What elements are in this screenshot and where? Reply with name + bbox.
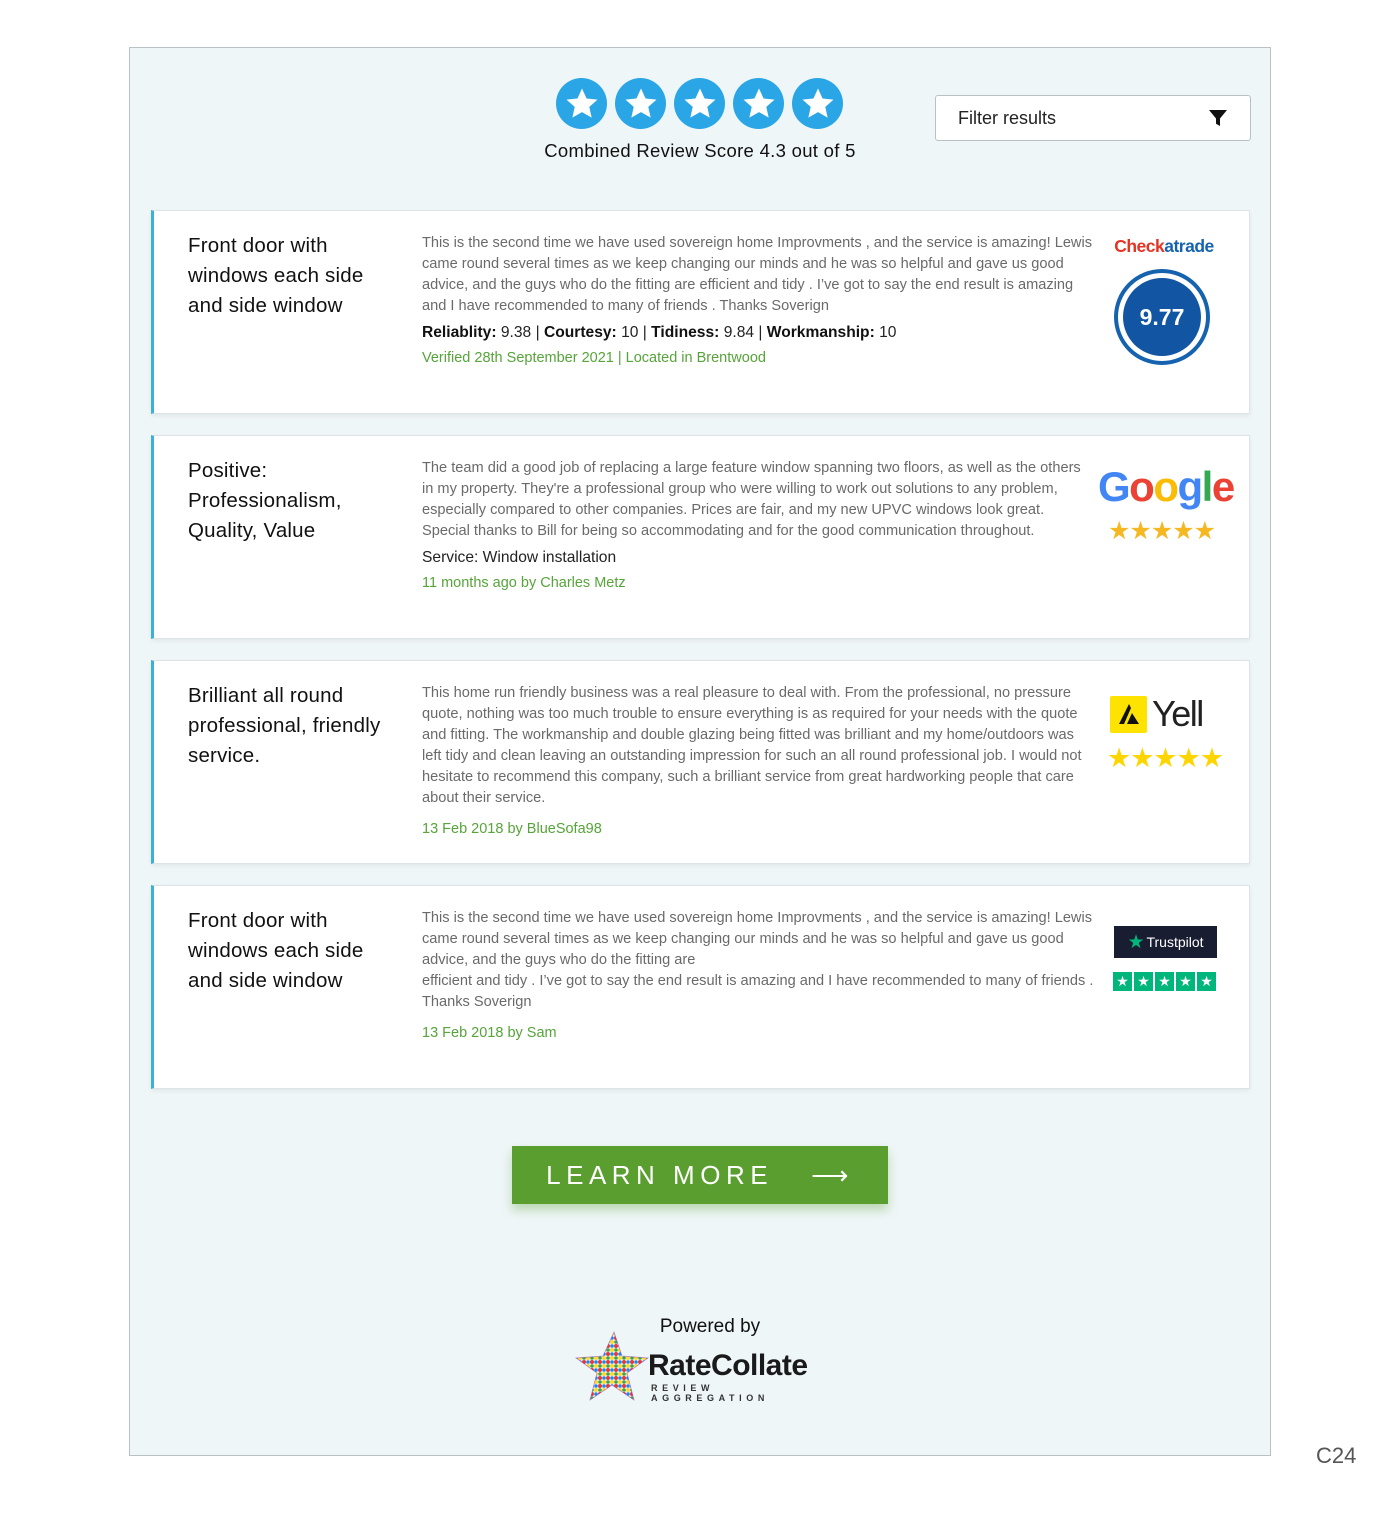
yell-wordmark: Yell — [1110, 693, 1203, 735]
checkatrade-score-badge — [1114, 269, 1210, 365]
star-icon: ★ — [1134, 972, 1153, 991]
review-body — [422, 908, 1094, 1044]
star-icon — [615, 78, 666, 129]
learn-more-button[interactable] — [512, 1146, 888, 1204]
review-body — [422, 233, 1094, 369]
google-logo — [1098, 458, 1234, 618]
ratecollate-wordmark: RateCollate — [648, 1349, 808, 1382]
review-title: Positive: Professionalism, Quality, Value — [188, 459, 342, 542]
yell-stars-icon: ★★★★★ — [1107, 743, 1224, 773]
star-icon — [674, 78, 725, 129]
rating-value: 10 — [621, 324, 639, 341]
powered-by-text: Powered by — [659, 1316, 761, 1337]
review-card — [151, 885, 1250, 1089]
rating-label: Workmanship: — [766, 324, 875, 341]
rating-value: 10 — [879, 324, 897, 341]
google-stars-icon: ★★★★★ — [1108, 517, 1216, 545]
review-text: This is the second time we have used sovereign home Improvments , and the service is amazing! Lewis came round several times as we keep changing our minds and he was so helpful and gave us good advice, and the guys who do the fitting are efficient and tidy . I’ve got to say the end result is amazing and I have recommended to many of friends . Thanks Soverign — [422, 235, 1093, 314]
review-text-line: This is the second time we have used sovereign home Improvments , and the service is amazing! Lewis came round several times as we keep changing our minds and he was so helpful and gave us good advice, and the guys who do the fitting are — [422, 910, 1093, 968]
ratecollate-star-icon — [574, 1328, 650, 1404]
star-icon — [733, 78, 784, 129]
learn-more-label: LEARN MORE — [546, 1159, 774, 1190]
review-verified: 13 Feb 2018 by Sam — [422, 1025, 557, 1041]
trustpilot-logo — [1104, 908, 1229, 1068]
review-verified: 13 Feb 2018 by BlueSofa98 — [422, 821, 602, 837]
review-widget — [129, 47, 1271, 1456]
filter-results-dropdown[interactable] — [935, 95, 1251, 141]
corner-code: C24 — [1316, 1443, 1357, 1468]
checkatrade-logo — [1104, 233, 1229, 393]
trustpilot-star-icon: ★ — [1127, 931, 1145, 953]
review-ratings: Reliablity: 9.38 | Courtesy: 10 | Tidiness: 9.84 | Workmanship: 10 — [422, 324, 897, 341]
ratecollate-logo — [574, 1326, 834, 1406]
review-body — [422, 458, 1094, 594]
review-card — [151, 210, 1250, 414]
star-icon: ★ — [1155, 972, 1174, 991]
star-icon — [556, 78, 607, 129]
filter-icon — [1208, 108, 1228, 128]
review-title: Front door with windows each side and side window — [188, 234, 364, 317]
combined-score: Combined Review Score 4.3 out of 5 — [544, 140, 856, 161]
review-card — [151, 435, 1250, 639]
trustpilot-badge — [1114, 926, 1217, 958]
review-text: The team did a good job of replacing a large feature window spanning two floors, as well as the others in my property. They're a professional group who were willing to work out solutions to any problem, especially compared to other companies. Prices are fair, and my new UPVC windows look great. Special thanks to Bill for being so accommodating and for the good communication throughout. — [422, 460, 1081, 539]
review-text: This home run friendly business was a real pleasure to deal with. From the professional, no pressure quote, nothing was too much trouble to ensure everything is as required for your needs with the quote and fitting. The workmanship and double glazing being fitted was brilliant and my home/outdoors was left tidy and clean leaving an outstanding impression for such an all round professional job. I would not hesitate to recommend this company, such a brilliant service from great hardworking people that care about their service. — [422, 685, 1082, 806]
arrow-right-icon: ⟶ — [811, 1159, 854, 1190]
star-icon: ★ — [1197, 972, 1216, 991]
filter-label: Filter results — [958, 107, 1057, 128]
rating-label: Courtesy: — [543, 324, 617, 341]
trustpilot-stars — [1113, 972, 1216, 991]
review-verified: 11 months ago by Charles Metz — [422, 575, 626, 591]
checkatrade-score: 9.77 — [1123, 278, 1201, 356]
review-service: Service: Window installation — [422, 549, 617, 566]
rating-label: Tidiness: — [651, 324, 720, 341]
review-verified: Verified 28th September 2021 | Located in Brentwood — [422, 350, 766, 366]
google-wordmark: Google — [1098, 463, 1234, 510]
yell-logo — [1104, 683, 1229, 843]
review-summary-header — [130, 48, 1270, 198]
review-title: Front door with windows each side and side window — [188, 909, 364, 992]
yell-icon — [1110, 696, 1147, 733]
rating-stars — [556, 78, 843, 129]
rating-value: 9.84 — [723, 324, 755, 341]
checkatrade-wordmark: Checkatrade — [1114, 236, 1214, 256]
rating-label: Reliablity: — [422, 324, 497, 341]
review-body — [422, 683, 1094, 840]
star-icon: ★ — [1113, 972, 1132, 991]
review-title: Brilliant all round professional, friendly service. — [188, 684, 381, 767]
review-card — [151, 660, 1250, 864]
star-icon: ★ — [1176, 972, 1195, 991]
star-icon — [792, 78, 843, 129]
trustpilot-wordmark: Trustpilot — [1146, 934, 1204, 950]
ratecollate-tagline: REVIEW AGGREGATION — [651, 1383, 769, 1403]
rating-value: 9.38 — [500, 324, 532, 341]
review-text-line: efficient and tidy . I’ve got to say the end result is amazing and I have recommended to many of friends . Thanks Soverign — [422, 973, 1094, 1010]
